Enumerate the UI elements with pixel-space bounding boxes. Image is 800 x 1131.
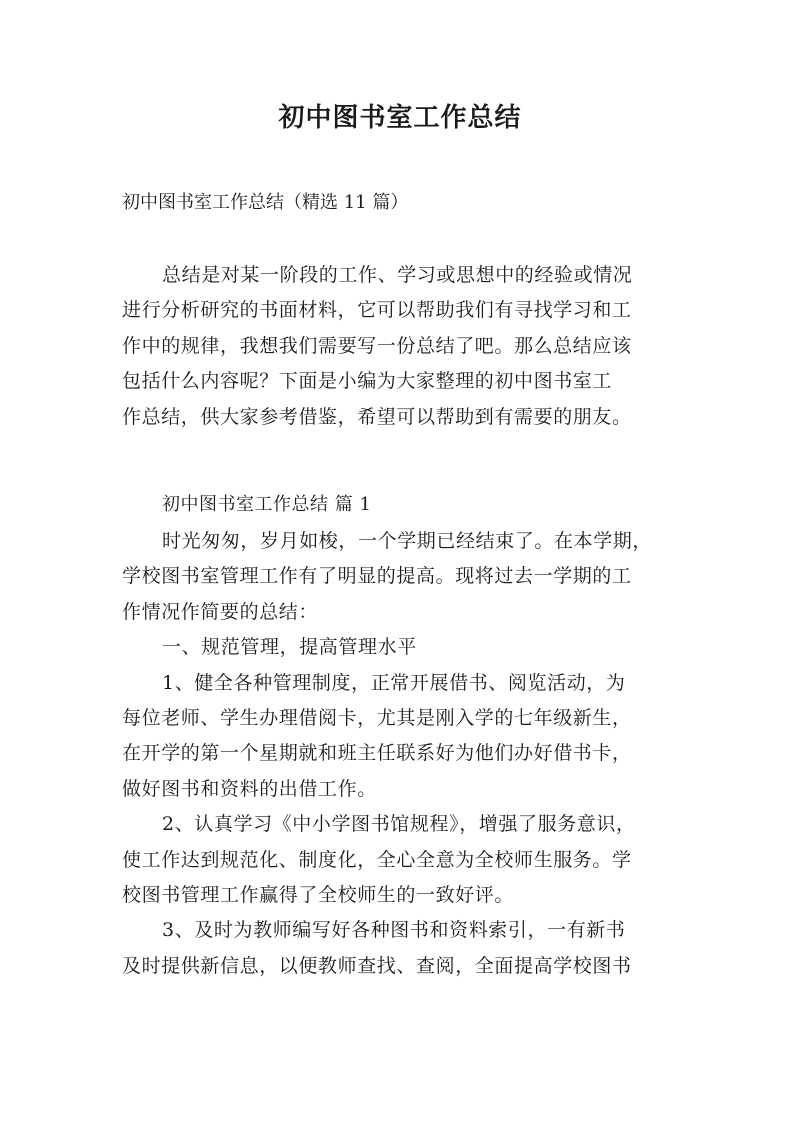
body-line: 每位老师、学生办理借阅卡，尤其是刚入学的七年级新生， — [122, 707, 632, 730]
section-heading: 初中图书室工作总结 篇 1 — [162, 494, 372, 515]
body-line: 时光匆匆，岁月如梭，一个学期已经结束了。在本学期， — [162, 530, 653, 552]
body-line: 做好图书和资料的出借工作。 — [122, 777, 377, 800]
intro-line: 总结是对某一阶段的工作、学习或思想中的经验或情况 — [162, 264, 633, 286]
body-line: 2、认真学习《中小学图书馆规程》，增强了服务意识， — [162, 813, 636, 836]
intro-line: 包括什么内容呢？下面是小编为大家整理的初中图书室工 — [122, 370, 613, 393]
body-line: 3、及时为教师编写好各种图书和资料索引，一有新书 — [162, 919, 626, 942]
intro-paragraph — [122, 258, 692, 435]
body-line: 使工作达到规范化、制度化，全心全意为全校师生服务。学 — [122, 848, 632, 871]
intro-line: 作中的规律，我想我们需要写一份总结了吧。那么总结应该 — [122, 334, 632, 357]
body-paragraphs — [122, 524, 692, 984]
document-subtitle: 初中图书室工作总结（精选 11 篇） — [122, 192, 409, 213]
body-line: 1、健全各种管理制度，正常开展借书、阅览活动，为 — [162, 671, 626, 694]
intro-line: 进行分析研究的书面材料，它可以帮助我们有寻找学习和工 — [122, 299, 632, 322]
body-line: 作情况作简要的总结： — [122, 600, 319, 623]
document-title: 初中图书室工作总结 — [278, 103, 522, 133]
body-line: 学校图书室管理工作有了明显的提高。现将过去一学期的工 — [122, 565, 632, 588]
body-line: 及时提供新信息，以便教师查找、查阅，全面提高学校图书 — [122, 954, 632, 977]
intro-line: 作总结，供大家参考借鉴，希望可以帮助到有需要的朋友。 — [122, 405, 632, 428]
body-line: 校图书管理工作赢得了全校师生的一致好评。 — [122, 884, 515, 907]
body-line: 在开学的第一个星期就和班主任联系好为他们办好借书卡， — [122, 742, 632, 765]
body-subheading: 一、规范管理，提高管理水平 — [162, 636, 417, 659]
